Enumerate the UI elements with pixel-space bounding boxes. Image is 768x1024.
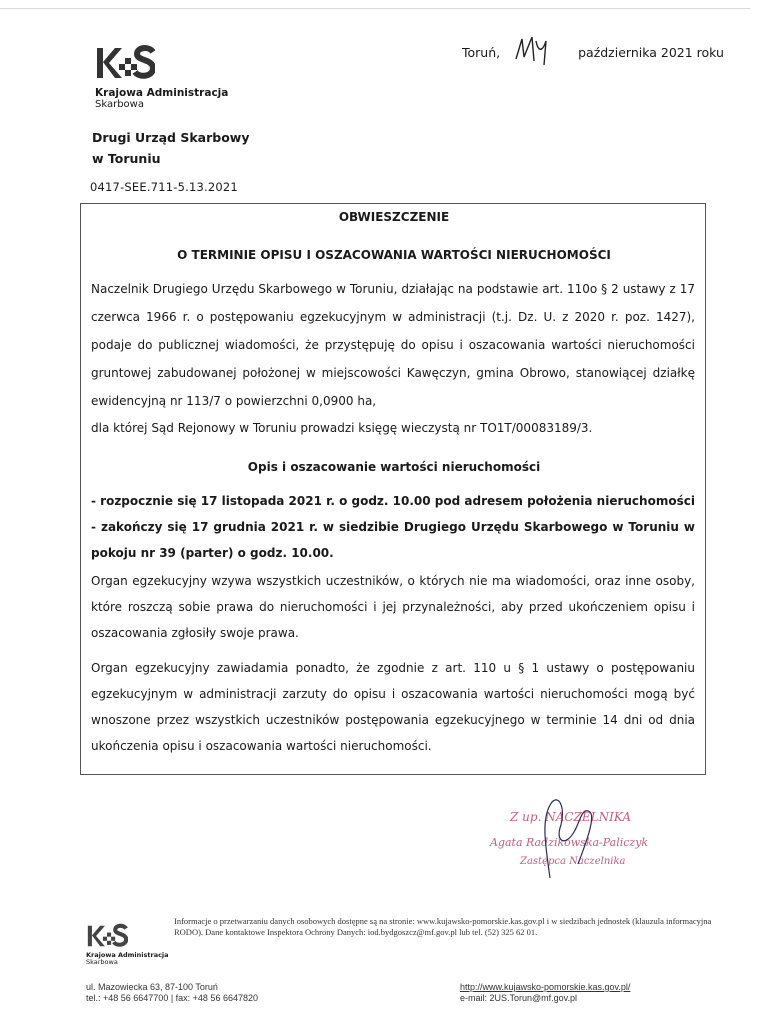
- signature-stamp: [480, 788, 680, 888]
- stamp-line2: Agata Radzikowska-Paliczyk: [490, 836, 649, 849]
- footer-address: ul. Mazowiecka 63, 87-100 Toruń: [86, 982, 218, 992]
- reference-number: 0417-SEE.711-5.13.2021: [90, 180, 238, 194]
- scan-edge: [0, 8, 750, 9]
- footer-online: [460, 982, 630, 1004]
- office-line2: w Toruniu: [92, 151, 161, 166]
- office-name: [92, 127, 250, 169]
- notice-subtitle: O TERMINIE OPISU I OSZACOWANIA WARTOŚCI NIERUCHOMOŚCI: [177, 248, 611, 262]
- schedule-end: - zakończy się 17 grudnia 2021 r. w siedzibie Drugiego Urzędu Skarbowego w Toruniu w pokoju nr 39 (parter) o godz. 10.00.: [91, 520, 695, 560]
- notice-box: [80, 203, 706, 775]
- paragraph-intro: Naczelnik Drugiego Urzędu Skarbowego w Toruniu, działając na podstawie art. 110o § 2 ustawy z 17 czerwca 1966 r. o postępowaniu egzekucyjnym w administracji (t.j. Dz. U. z 2020 r. poz. 1427), podaje do publicznej wiadomości, że przystępuję do opisu i oszacowania wartości nieruchomości gruntowej zabudowanej położonej w miejscowości Kawęczyn, gmina Obrowo, stanowiącej działkę ewidencyjną nr 113/7 o powierzchni 0,0900 ha,: [91, 282, 695, 408]
- logo-caption: [95, 88, 228, 110]
- stamp-line3: Zastępca Naczelnika: [520, 856, 626, 867]
- logo-caption-line1: Krajowa Administracja: [95, 87, 229, 99]
- footer-privacy-info: Informacje o przetwarzaniu danych osobowych dostępne są na stronie: www.kujawsko-pomorskie.kas.gov.pl i w siedzibach jednostek (klauzula informacyjna RODO). Dane kontaktowe Inspektora Ochrony Danych: iod.bydgoszcz@mf.gov.pl lub tel. (52) 325 62 01.: [174, 916, 712, 937]
- footer-email: e-mail: 2US.Torun@mf.gov.pl: [460, 993, 578, 1003]
- schedule-block: [91, 488, 695, 566]
- date-city: Toruń,: [462, 45, 501, 60]
- section-heading: Opis i oszacowanie wartości nieruchomości: [247, 460, 541, 474]
- signature-scribble: [480, 788, 680, 888]
- date-line: [462, 45, 724, 60]
- paragraph-summons: Organ egzekucyjny wzywa wszystkich uczestników, o których nie ma wiadomości, oraz inne osoby, które roszczą sobie prawa do nieruchomości i jej przynależności, aby przed ukończeniem opisu i oszacowania zgłosiły swoje prawa.: [91, 574, 695, 640]
- footer-logo-caption: [86, 952, 169, 966]
- paragraph-land-register: dla której Sąd Rejonowy w Toruniu prowadzi księgę wieczystą nr TO1T/00083189/3.: [91, 421, 593, 435]
- date-month-year: października 2021 roku: [578, 45, 724, 60]
- footer-kas-logo: [86, 923, 128, 949]
- footer-logo-line2: Skarbowa: [86, 958, 118, 966]
- stamp-line1: Z up. NACZELNIKA: [510, 810, 631, 824]
- handwritten-day: [504, 47, 574, 57]
- logo-caption-line2: Skarbowa: [95, 99, 144, 110]
- footer-phone: tel.: +48 56 6647700 | fax: +48 56 6647820: [86, 993, 258, 1003]
- paragraph-objections: Organ egzekucyjny zawiadamia ponadto, że zgodnie z art. 110 u § 1 ustawy o postępowaniu egzekucyjnym w administracji zarzuty do opisu i oszacowania wartości nieruchomości mogą być wnoszone przez wszystkich uczestników postępowania egzekucyjnego w terminie 14 dni od dnia ukończenia opisu i oszacowania wartości nieruchomości.: [91, 661, 695, 753]
- handwriting-mark: [512, 31, 552, 65]
- kas-logo: [95, 44, 155, 82]
- footer-logo-line1: Krajowa Administracja: [86, 951, 169, 959]
- footer-contact: [86, 982, 258, 1004]
- footer-website-link[interactable]: http://www.kujawsko-pomorskie.kas.gov.pl/: [460, 982, 631, 992]
- office-line1: Drugi Urząd Skarbowy: [92, 130, 250, 145]
- notice-title: OBWIESZCZENIE: [338, 210, 450, 224]
- schedule-start: - rozpocznie się 17 listopada 2021 r. o godz. 10.00 pod adresem położenia nieruchomości: [91, 494, 695, 508]
